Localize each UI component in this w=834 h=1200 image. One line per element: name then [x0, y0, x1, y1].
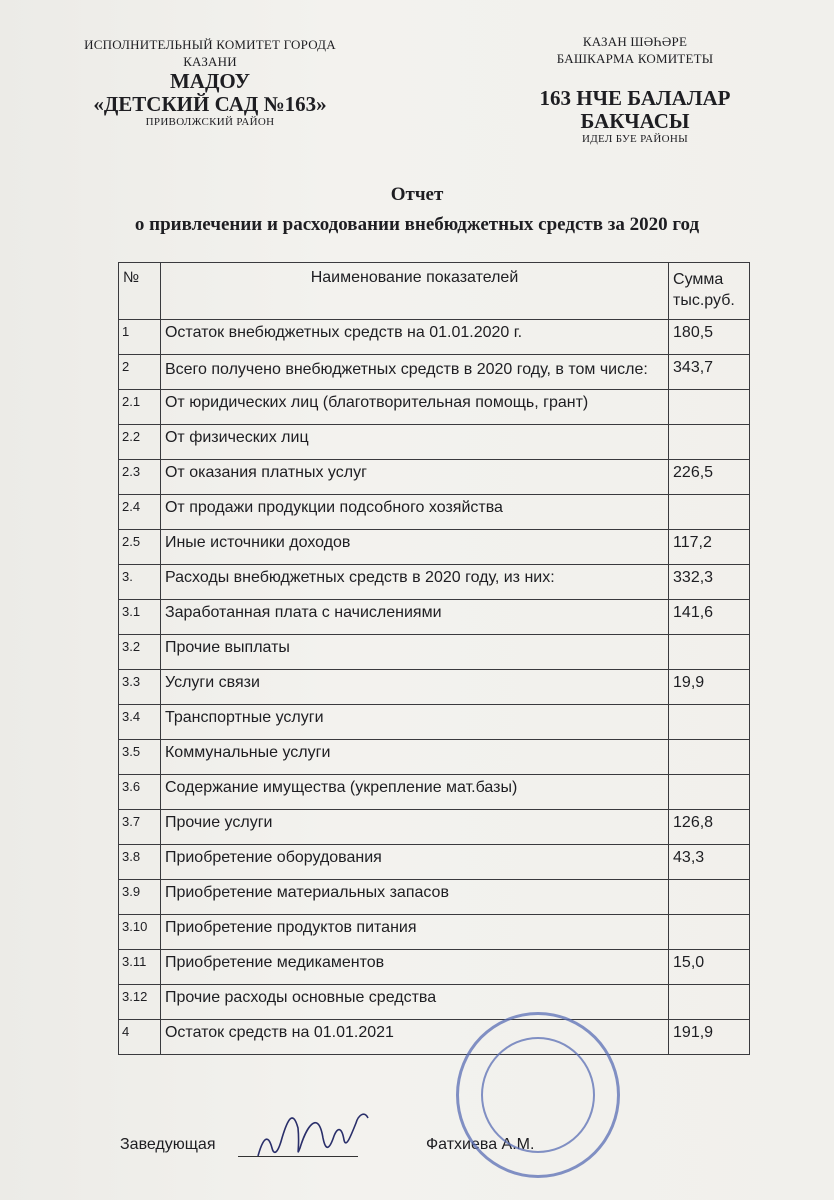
row-sum	[669, 775, 750, 810]
row-name: Услуги связи	[160, 670, 668, 705]
row-sum: 343,7	[669, 355, 750, 390]
row-sum: 15,0	[669, 950, 750, 985]
row-num: 3.5	[119, 740, 161, 775]
row-name: Коммунальные услуги	[160, 740, 668, 775]
row-sum: 226,5	[669, 460, 750, 495]
table-row	[119, 670, 750, 705]
row-num: 3.7	[119, 810, 161, 845]
row-name: Содержание имущества (укрепление мат.базы)	[160, 775, 668, 810]
header-right	[470, 33, 800, 145]
row-num: 3.12	[119, 985, 161, 1020]
row-sum: 117,2	[669, 530, 750, 565]
header-right-line2: БАШКАРМА КОМИТЕТЫ	[556, 51, 714, 66]
table-row	[119, 740, 750, 775]
header-left-district: ПРИВОЛЖСКИЙ РАЙОН	[145, 116, 275, 128]
stamp-inner-ring	[481, 1037, 595, 1153]
row-name: Остаток внебюджетных средств на 01.01.2020 г.	[160, 320, 668, 355]
organization-stamp	[456, 1012, 620, 1178]
row-num: 2.3	[119, 460, 161, 495]
table-row	[119, 425, 750, 460]
row-num: 3.10	[119, 915, 161, 950]
header-right-org1: 163 НЧЕ БАЛАЛАР	[539, 86, 731, 110]
row-num: 2.2	[119, 425, 161, 460]
table-row	[119, 915, 750, 950]
row-name: Приобретение материальных запасов	[160, 880, 668, 915]
row-name: От юридических лиц (благотворительная помощь, грант)	[160, 390, 668, 425]
row-name: От продажи продукции подсобного хозяйства	[160, 495, 668, 530]
table-row	[119, 390, 750, 425]
row-sum: 19,9	[669, 670, 750, 705]
report-title-line2: о привлечении и расходовании внебюджетных средств за 2020 год	[134, 214, 700, 235]
table-header-row	[119, 263, 750, 320]
row-sum	[669, 740, 750, 775]
table-row	[119, 1020, 750, 1055]
header-right-org2: БАКЧАСЫ	[580, 109, 690, 133]
row-num: 3.9	[119, 880, 161, 915]
row-sum	[669, 390, 750, 425]
row-sum	[669, 635, 750, 670]
header-left-line2: КАЗАНИ	[183, 54, 237, 69]
table-row	[119, 530, 750, 565]
report-table	[118, 262, 750, 1055]
table-row	[119, 495, 750, 530]
row-sum: 141,6	[669, 600, 750, 635]
signature-name: Фатхиева А.М.	[426, 1136, 535, 1153]
row-num: 2.4	[119, 495, 161, 530]
header-name: Наименование показателей	[160, 263, 668, 320]
row-name: Остаток средств на 01.01.2021	[160, 1020, 668, 1055]
table-row	[119, 880, 750, 915]
row-sum: 43,3	[669, 845, 750, 880]
row-sum	[669, 985, 750, 1020]
handwritten-signature	[238, 1098, 378, 1168]
table-row	[119, 950, 750, 985]
row-num: 2.5	[119, 530, 161, 565]
row-sum	[669, 495, 750, 530]
row-name: Всего получено внебюджетных средств в 2020 году, в том числе:	[160, 355, 668, 390]
row-num: 3.8	[119, 845, 161, 880]
table-row	[119, 635, 750, 670]
header-left	[40, 36, 380, 128]
report-title	[0, 180, 834, 240]
table-row	[119, 705, 750, 740]
row-name: Приобретение медикаментов	[160, 950, 668, 985]
row-num: 4	[119, 1020, 161, 1055]
row-name: Прочие выплаты	[160, 635, 668, 670]
row-name: Прочие услуги	[160, 810, 668, 845]
row-sum	[669, 425, 750, 460]
row-name: Приобретение оборудования	[160, 845, 668, 880]
row-num: 2.1	[119, 390, 161, 425]
report-title-line1: Отчет	[390, 184, 444, 205]
table-row	[119, 985, 750, 1020]
table-row	[119, 320, 750, 355]
row-sum: 126,8	[669, 810, 750, 845]
row-sum	[669, 880, 750, 915]
row-num: 3.4	[119, 705, 161, 740]
table-row	[119, 775, 750, 810]
table-row	[119, 460, 750, 495]
row-sum: 191,9	[669, 1020, 750, 1055]
row-name: Транспортные услуги	[160, 705, 668, 740]
table-row	[119, 565, 750, 600]
row-num: 3.2	[119, 635, 161, 670]
header-left-line1: ИСПОЛНИТЕЛЬНЫЙ КОМИТЕТ ГОРОДА	[84, 37, 336, 52]
table-row	[119, 845, 750, 880]
row-num: 3.6	[119, 775, 161, 810]
row-name: Расходы внебюджетных средств в 2020 году, из них:	[160, 565, 668, 600]
row-name: От физических лиц	[160, 425, 668, 460]
row-sum	[669, 705, 750, 740]
header-left-org2: «ДЕТСКИЙ САД №163»	[93, 92, 327, 116]
row-num: 3.	[119, 565, 161, 600]
row-sum: 332,3	[669, 565, 750, 600]
row-name: Иные источники доходов	[160, 530, 668, 565]
table-row	[119, 600, 750, 635]
row-sum	[669, 915, 750, 950]
row-num: 1	[119, 320, 161, 355]
row-name: От оказания платных услуг	[160, 460, 668, 495]
header-right-district: ИДЕЛ БУЕ РАЙОНЫ	[582, 133, 688, 145]
row-name: Приобретение продуктов питания	[160, 915, 668, 950]
header-num: №	[119, 263, 161, 320]
row-num: 3.11	[119, 950, 161, 985]
table-row	[119, 355, 750, 390]
row-name: Заработанная плата с начислениями	[160, 600, 668, 635]
header-sum: Сумма тыс.руб.	[669, 263, 750, 320]
row-num: 3.1	[119, 600, 161, 635]
table-row	[119, 810, 750, 845]
row-num: 2	[119, 355, 161, 390]
row-sum: 180,5	[669, 320, 750, 355]
signature-role: Заведующая	[120, 1136, 216, 1153]
header-left-org1: МАДОУ	[169, 69, 250, 93]
header-right-line1: КАЗАН ШӘҺӘРЕ	[582, 34, 688, 49]
row-name: Прочие расходы основные средства	[160, 985, 668, 1020]
row-num: 3.3	[119, 670, 161, 705]
